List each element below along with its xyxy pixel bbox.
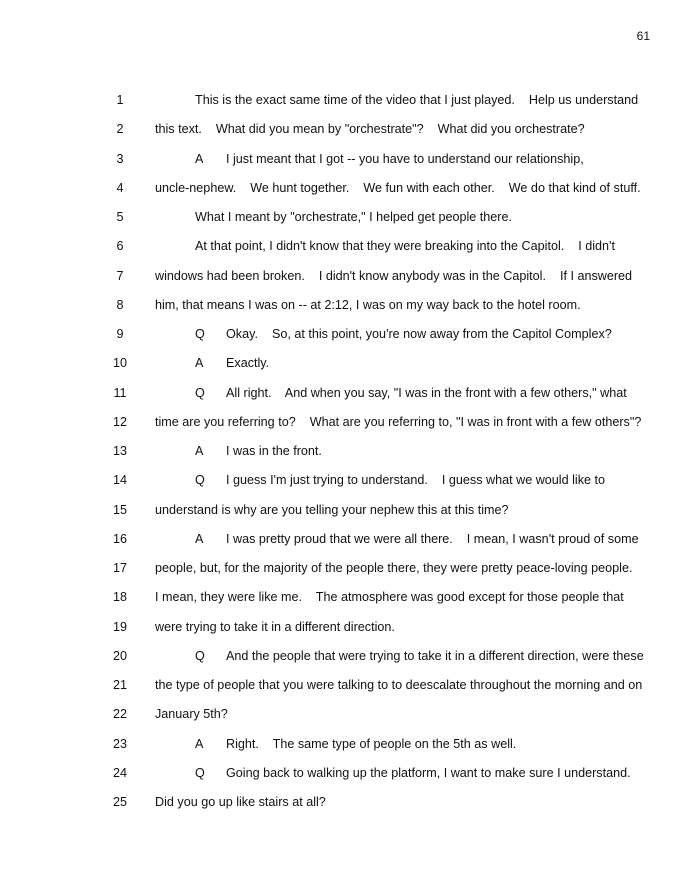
transcript-line — [0, 646, 690, 675]
transcript-line — [0, 500, 690, 529]
line-number: 9 — [116, 327, 124, 341]
transcript-line — [0, 207, 690, 236]
line-text: were trying to take it in a different direction. — [155, 619, 395, 634]
transcript-line — [0, 675, 690, 704]
line-number: 5 — [116, 210, 124, 224]
line-number: 22 — [112, 707, 127, 722]
line-number: 3 — [116, 151, 124, 166]
line-text: time are you referring to? What are you referring to, "I was in front with a few others"? — [155, 414, 642, 429]
line-text: And the people that were trying to take it in a different direction, were these — [226, 648, 644, 663]
transcript-line — [0, 734, 690, 763]
line-number: 4 — [116, 180, 124, 195]
line-number: 6 — [116, 239, 124, 254]
transcript-line — [0, 353, 690, 382]
line-number: 2 — [116, 122, 124, 137]
transcript-line — [0, 178, 690, 207]
line-number: 20 — [112, 648, 127, 663]
transcript-line — [0, 704, 690, 733]
line-text: uncle-nephew. We hunt together. We fun with each other. We do that kind of stuff. — [155, 180, 641, 195]
line-text: windows had been broken. I didn't know anybody was in the Capitol. If I answered — [155, 268, 633, 283]
line-number: 12 — [112, 414, 127, 429]
line-text: him, that means I was on -- at 2:12, I was on my way back to the hotel room. — [155, 297, 581, 312]
speaker-marker: Q — [195, 327, 205, 341]
speaker-marker: A — [195, 444, 204, 458]
transcript-line — [0, 470, 690, 499]
line-text: What I meant by "orchestrate," I helped get people there. — [195, 210, 512, 224]
line-text: Okay. So, at this point, you're now away from the Capitol Complex? — [226, 327, 612, 341]
transcript-line — [0, 90, 690, 119]
line-text: This is the exact same time of the video that I just played. Help us understand — [195, 93, 639, 107]
speaker-marker: A — [195, 531, 204, 546]
line-number: 1 — [116, 93, 124, 107]
transcript-line — [0, 529, 690, 558]
line-text: All right. And when you say, "I was in the front with a few others," what — [226, 385, 627, 400]
transcript-line — [0, 149, 690, 178]
transcript-line — [0, 412, 690, 441]
transcript-line — [0, 441, 690, 470]
speaker-marker: Q — [195, 473, 205, 488]
line-number: 18 — [112, 590, 127, 605]
line-text: this text. What did you mean by "orchestrate"? What did you orchestrate? — [155, 122, 585, 137]
page-number: 61 — [636, 29, 650, 43]
line-number: 25 — [112, 795, 127, 809]
line-text: people, but, for the majority of the people there, they were pretty peace-loving people. — [155, 561, 633, 575]
speaker-marker: A — [195, 356, 204, 371]
line-text: understand is why are you telling your nephew this at this time? — [155, 502, 509, 517]
line-text: I mean, they were like me. The atmosphere was good except for those people that — [155, 590, 624, 605]
transcript-line — [0, 383, 690, 412]
line-text: I guess I'm just trying to understand. I guess what we would like to — [226, 473, 606, 488]
line-text: I just meant that I got -- you have to understand our relationship, — [226, 151, 584, 166]
transcript-lines — [0, 90, 690, 821]
line-number: 13 — [112, 444, 127, 458]
line-number: 15 — [112, 502, 127, 517]
line-number: 11 — [113, 385, 127, 400]
transcript-line — [0, 324, 690, 353]
line-text: the type of people that you were talking to to deescalate throughout the morning and on — [155, 678, 643, 692]
line-number: 7 — [116, 268, 124, 283]
speaker-marker: A — [195, 151, 204, 166]
line-text: January 5th? — [155, 707, 228, 722]
speaker-marker: Q — [195, 648, 205, 663]
line-number: 10 — [112, 356, 127, 371]
speaker-marker: A — [195, 736, 204, 751]
line-text: I was in the front. — [226, 444, 322, 458]
transcript-line — [0, 119, 690, 148]
line-text: I was pretty proud that we were all there. I mean, I wasn't proud of some — [226, 531, 639, 546]
line-number: 14 — [112, 473, 127, 488]
line-number: 23 — [112, 736, 127, 751]
transcript-line — [0, 295, 690, 324]
line-number: 19 — [112, 619, 127, 634]
line-text: Exactly. — [226, 356, 270, 371]
transcript-line — [0, 587, 690, 616]
transcript-line — [0, 763, 690, 792]
line-text: Going back to walking up the platform, I want to make sure I understand. — [226, 765, 631, 780]
line-text: At that point, I didn't know that they were breaking into the Capitol. I didn't — [195, 239, 615, 254]
speaker-marker: Q — [195, 385, 205, 400]
line-number: 16 — [112, 531, 127, 546]
speaker-marker: Q — [195, 765, 205, 780]
line-number: 24 — [112, 765, 127, 780]
line-text: Right. The same type of people on the 5th as well. — [226, 736, 517, 751]
transcript-line — [0, 558, 690, 587]
transcript-line — [0, 266, 690, 295]
line-number: 17 — [112, 561, 127, 575]
line-number: 21 — [112, 678, 127, 692]
line-number: 8 — [116, 297, 124, 312]
transcript-line — [0, 792, 690, 821]
transcript-line — [0, 617, 690, 646]
line-text: Did you go up like stairs at all? — [155, 795, 326, 809]
transcript-line — [0, 236, 690, 265]
